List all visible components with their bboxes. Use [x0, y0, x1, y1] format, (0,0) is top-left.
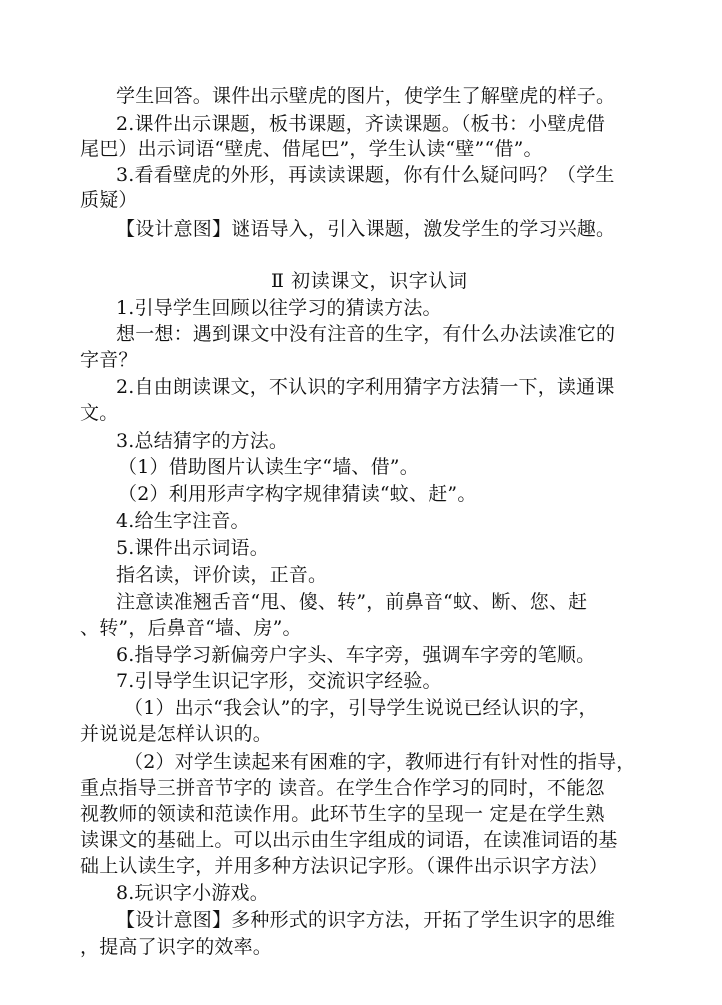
- text-line: 视教师的领读和范读作用。此环节生字的呈现一 定是在学生熟: [80, 803, 605, 825]
- text-line: 质疑）: [80, 189, 138, 211]
- text-line: 8.玩识字小游戏。: [116, 882, 269, 904]
- text-line: 6.指导学习新偏旁户字头、车字旁，强调车字旁的笔顺。: [116, 644, 596, 666]
- text-line: （2）对学生读起来有困难的字，教师进行有针对性的指导，: [124, 751, 636, 773]
- text-line: 学生回答。课件出示壁虎的图片，使学生了解壁虎的样子。: [116, 85, 616, 107]
- text-line: ，提高了识字的效率。: [80, 936, 273, 958]
- text-line: 并说说是怎样认识的。: [80, 723, 273, 745]
- text-line: 4.给生字注音。: [116, 510, 250, 532]
- text-line: 3.总结猜字的方法。: [116, 430, 289, 452]
- text-line: 1.引导学生回顾以往学习的猜读方法。: [116, 297, 442, 319]
- text-line: 尾巴）出示词语“壁虎、借尾巴”，学生认读“壁”“借”。: [80, 138, 543, 160]
- design-intent-note: 【设计意图】谜语导入，引入课题，激发学生的学习兴趣。: [116, 218, 616, 240]
- text-line: 7.引导学生识记字形，交流识字经验。: [116, 670, 442, 692]
- text-line: （1）借助图片认读生字“墙、借”。: [118, 456, 419, 478]
- text-line: 想一想：遇到课文中没有注音的生字，有什么办法读准它的: [116, 323, 616, 345]
- text-line: （1）出示“我会认”的字，引导学生说说已经认识的字，: [124, 697, 598, 719]
- text-line: 础上认读生字，并用多种方法识记字形。（课件出示识字方法）: [80, 855, 609, 877]
- text-line: 2.自由朗读课文，不认识的字利用猜字方法猜一下，读通课: [116, 376, 615, 398]
- text-line: 注意读准翘舌音“甩、傻、转”，前鼻音“蚊、断、您、赶: [116, 591, 588, 613]
- text-line: 、转”，后鼻音“墙、房”。: [80, 617, 302, 639]
- text-line: 文。: [80, 402, 119, 424]
- text-line: 指名读，评价读，正音。: [116, 564, 328, 586]
- text-line: 读课文的基础上。可以出示由生字组成的词语，在读准词语的基: [80, 829, 618, 851]
- text-line: 2.课件出示课题，板书课题，齐读课题。（板书：小壁虎借: [116, 113, 606, 135]
- text-line: 重点指导三拼音节字的 读音。在学生合作学习的同时，不能忽: [80, 777, 605, 799]
- text-line: 5.课件出示词语。: [116, 537, 269, 559]
- text-line: 字音？: [80, 349, 138, 371]
- text-line: 3.看看壁虎的外形，再读读课题，你有什么疑问吗？（学生: [116, 164, 615, 186]
- text-line: （2）利用形声字构字规律猜读“蚊、赶”。: [118, 483, 477, 505]
- section-heading: Ⅱ 初读课文，识字认词: [271, 270, 468, 292]
- design-intent-note: 【设计意图】多种形式的识字方法，开拓了学生识字的思维: [116, 909, 616, 931]
